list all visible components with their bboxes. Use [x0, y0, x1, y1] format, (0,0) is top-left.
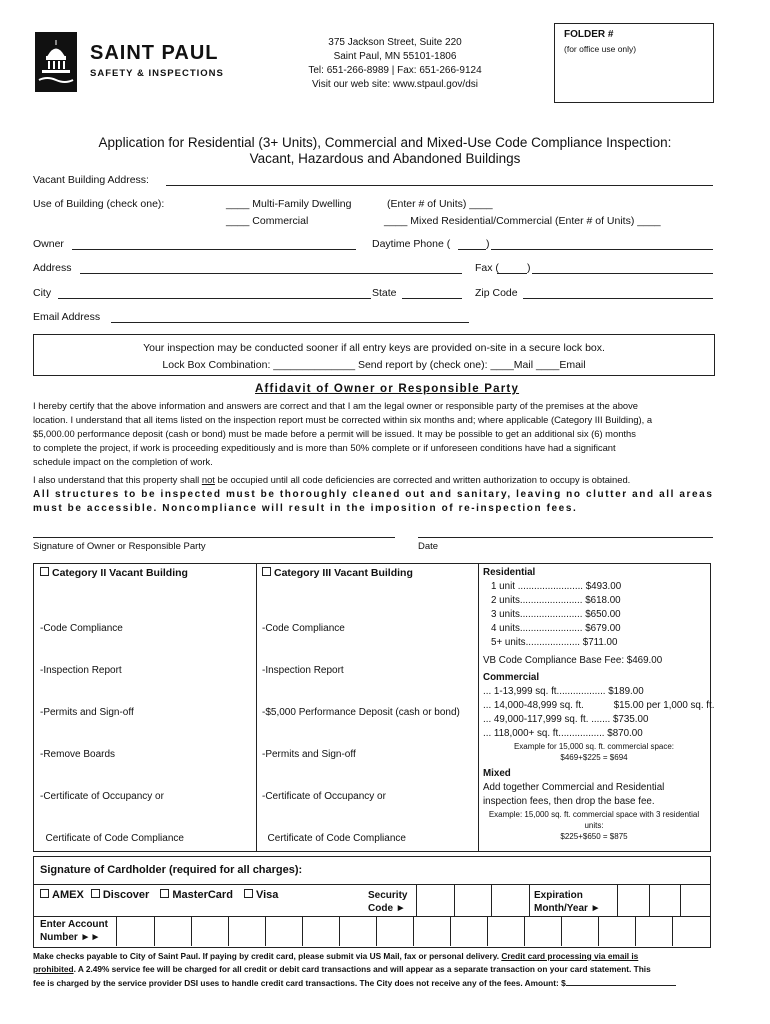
- mixed-title: Mixed: [483, 768, 511, 779]
- account-line-1: Enter Account: [40, 919, 108, 930]
- mixed-example: [483, 809, 705, 842]
- title-line-1: Application for Residential (3+ Units), Commercial and Mixed-Use Code Compliance Inspection:: [98, 135, 672, 150]
- account-number-cells[interactable]: [116, 917, 712, 946]
- category-2-list: [40, 594, 184, 860]
- website-line: Visit our web site: www.stpaul.gov/dsi: [311, 79, 478, 90]
- cat2-item: -Inspection Report: [40, 665, 122, 676]
- date-label: Date: [418, 541, 439, 552]
- phone-field[interactable]: [491, 249, 713, 250]
- vacant-address-field[interactable]: [166, 185, 713, 186]
- affidavit-p1-line: location. I understand that all items listed on the inspection report must be corrected within six months and; where applicable (Category III Building), a: [33, 414, 653, 425]
- amex-checkbox[interactable]: [40, 889, 84, 901]
- category-2-title: Category II Vacant Building: [52, 567, 188, 579]
- checkbox-icon[interactable]: [160, 889, 169, 898]
- security-line-2: Code ►: [368, 903, 406, 914]
- city-field[interactable]: [58, 298, 371, 299]
- mastercard-checkbox[interactable]: [160, 889, 233, 901]
- expiration-cells[interactable]: [617, 885, 712, 916]
- mixed-option[interactable]: ____ Mixed Residential/Commercial (Enter # of Units) ____: [384, 215, 661, 227]
- daytime-phone-label: Daytime Phone (: [372, 238, 451, 250]
- residential-fee: 1 unit ........................ $493.00: [491, 581, 622, 592]
- phone-area-field[interactable]: [458, 249, 486, 250]
- mastercard-label: MasterCard: [172, 889, 233, 901]
- city-label: City: [33, 287, 52, 299]
- footer-2u: prohibited: [33, 964, 74, 974]
- cat3-item: Certificate of Code Compliance: [262, 833, 406, 844]
- residential-fee: 3 units....................... $650.00: [491, 609, 621, 620]
- owner-signature-field[interactable]: [33, 537, 395, 538]
- mixed-line-1: Add together Commercial and Residential: [483, 782, 665, 793]
- email-field[interactable]: [111, 322, 469, 323]
- address-label: Address: [33, 262, 72, 274]
- title-line-2: Vacant, Hazardous and Abandoned Buildings: [249, 151, 521, 166]
- lockbox-notice: [33, 334, 715, 376]
- mixed-example-1: Example: 15,000 sq. ft. commercial space with 3 residential: [488, 810, 700, 819]
- use-of-building-label: Use of Building (check one):: [33, 198, 165, 210]
- p2-not: not: [201, 474, 215, 485]
- footer-line-3: [33, 976, 723, 990]
- org-name: SAINT PAUL: [90, 42, 219, 64]
- signature-label: Signature of Owner or Responsible Party: [33, 541, 206, 552]
- zip-label: Zip Code: [475, 287, 518, 299]
- checkbox-icon[interactable]: [40, 889, 49, 898]
- affidavit-p1-line: schedule impact on the completion of work.: [33, 456, 213, 467]
- card-type-options: [40, 889, 278, 901]
- cardholder-signature-label[interactable]: Signature of Cardholder (required for all charges):: [40, 864, 303, 876]
- owner-label: Owner: [33, 238, 64, 250]
- state-label: State: [372, 287, 397, 299]
- folder-note: (for office use only): [564, 44, 637, 54]
- amex-label: AMEX: [52, 889, 84, 901]
- affidavit-paragraph-1: [33, 399, 733, 469]
- address-field[interactable]: [80, 273, 462, 274]
- email-label: Email Address: [33, 311, 101, 323]
- mixed-line-2: inspection fees, then drop the base fee.: [483, 796, 655, 807]
- affidavit-p1-line: $5,000.00 performance deposit (cash or bond) must be made before a permit will be issued. It may be possible to get an additional six (6) months: [33, 428, 636, 439]
- category-3-title: Category III Vacant Building: [274, 567, 413, 579]
- capitol-icon: [35, 32, 77, 92]
- affidavit-p1-line: I hereby certify that the above information and answers are correct and that I am the legal owner or responsible party of the premises at the above: [33, 400, 639, 411]
- warning-line-2: must be accessible. Noncompliance will result in the imposition of re-inspection fees.: [33, 503, 578, 514]
- commercial-option[interactable]: ____ Commercial: [226, 215, 309, 227]
- base-fee: VB Code Compliance Base Fee: $469.00: [483, 655, 663, 666]
- notice-line-1: Your inspection may be conducted sooner if all entry keys are provided on-site in a secure lock box.: [143, 342, 605, 354]
- footer-line-2: [33, 963, 723, 976]
- cat2-item: -Code Compliance: [40, 623, 123, 634]
- commercial-fee: ... 14,000-48,999 sq. ft. $15.00 per 1,000 sq. ft.: [483, 700, 715, 711]
- affidavit-heading: Affidavit of Owner or Responsible Party: [255, 383, 520, 395]
- multifamily-option[interactable]: ____ Multi-Family Dwelling: [226, 198, 352, 210]
- commercial-example-1: Example for 15,000 sq. ft. commercial space:: [513, 742, 675, 751]
- affidavit-paragraph-2: [33, 474, 630, 485]
- payment-divider: [33, 884, 711, 885]
- residential-title: Residential: [483, 567, 536, 578]
- expiration-line-1: Expiration: [534, 890, 583, 901]
- folder-box[interactable]: [554, 23, 714, 103]
- mixed-example-2: units:: [584, 821, 604, 830]
- logo: [35, 32, 77, 92]
- p2-a: I also understand that this property shall: [33, 474, 202, 485]
- fax-label: Fax (: [475, 262, 499, 274]
- checkbox-icon[interactable]: [40, 567, 49, 576]
- address-line-2: Saint Paul, MN 55101-1806: [333, 51, 457, 62]
- category-3-list: [262, 594, 460, 860]
- affidavit-p1-line: to complete the project, if work is proceeding expeditiously and is more than 50% complete or if unforeseen conditions have had a significant: [33, 442, 616, 453]
- expiration-line-2: Month/Year ►: [534, 903, 601, 914]
- checkbox-icon[interactable]: [244, 889, 253, 898]
- footer-line-1: [33, 950, 723, 963]
- commercial-example-2: $469+$225 = $694: [560, 753, 628, 762]
- commercial-fee: ... 1-13,999 sq. ft.................. $189.00: [483, 686, 644, 697]
- cat3-item: -Inspection Report: [262, 665, 344, 676]
- commercial-fee: ... 49,000-117,999 sq. ft. ....... $735.00: [483, 714, 649, 725]
- warning-line-1: All structures to be inspected must be thoroughly cleaned out and sanitary, leaving no clutter and all areas: [33, 489, 714, 500]
- discover-checkbox[interactable]: [91, 889, 149, 901]
- commercial-fee: ... 118,000+ sq. ft................. $870.00: [483, 728, 643, 739]
- security-line-1: Security: [368, 890, 408, 901]
- p2-b: be occupied until all code deficiencies are corrected and written authorization to occupy is obtained.: [214, 474, 631, 485]
- vacant-address-label: Vacant Building Address:: [33, 174, 149, 186]
- folder-label: FOLDER #: [564, 29, 614, 40]
- phone-line: Tel: 651-266-8989 | Fax: 651-266-9124: [308, 65, 482, 76]
- visa-checkbox[interactable]: [244, 889, 278, 901]
- account-number-label: [40, 918, 108, 944]
- amount-field[interactable]: [566, 976, 676, 986]
- footer-1u: Credit card processing via email is: [501, 951, 639, 961]
- residential-fee: 2 units....................... $618.00: [491, 595, 621, 606]
- zip-field[interactable]: [523, 298, 713, 299]
- category-3-checkbox[interactable]: [262, 567, 413, 580]
- discover-label: Discover: [102, 889, 150, 901]
- cat3-item: -Permits and Sign-off: [262, 749, 356, 760]
- expiration-label: [534, 889, 601, 915]
- security-code-cells[interactable]: [416, 885, 530, 916]
- affidavit-warning: [33, 488, 714, 516]
- fax-area-field[interactable]: [497, 273, 527, 274]
- cat2-item: -Remove Boards: [40, 749, 116, 760]
- state-field[interactable]: [402, 298, 462, 299]
- org-subtitle: SAFETY & INSPECTIONS: [90, 68, 224, 79]
- footer-3: fee is charged by the service provider DSI uses to handle credit card transactions. The City does not receive any of the fees. Amount: $: [33, 978, 566, 988]
- fax-field[interactable]: [532, 273, 713, 274]
- checkbox-icon[interactable]: [91, 889, 100, 898]
- account-line-2: Number ►►: [40, 932, 101, 943]
- checkbox-icon[interactable]: [262, 567, 271, 576]
- page-title: [20, 135, 750, 167]
- owner-field[interactable]: [72, 249, 356, 250]
- cat2-item: -Permits and Sign-off: [40, 707, 134, 718]
- cat2-item: -Certificate of Occupancy or: [40, 791, 164, 802]
- residential-fee: 5+ units.................... $711.00: [491, 637, 618, 648]
- footer-1a: Make checks payable to City of Saint Paul. If paying by credit card, please submit via US Mail, fax or personal delivery.: [33, 951, 502, 961]
- fax-close: ): [527, 262, 531, 274]
- footer-note: [33, 950, 723, 990]
- address-block: [280, 36, 510, 92]
- notice-line-2[interactable]: Lock Box Combination: ______________ Send report by (check one): ____Mail ____Email: [162, 359, 586, 371]
- category-2-checkbox[interactable]: [40, 567, 188, 580]
- security-code-label: [368, 889, 407, 915]
- cat3-item: -Certificate of Occupancy or: [262, 791, 386, 802]
- visa-label: Visa: [255, 889, 279, 901]
- commercial-example: [483, 741, 705, 763]
- date-field[interactable]: [418, 537, 713, 538]
- cat3-item: -Code Compliance: [262, 623, 345, 634]
- commercial-title: Commercial: [483, 672, 540, 683]
- residential-fee: 4 units....................... $679.00: [491, 623, 621, 634]
- units-field[interactable]: (Enter # of Units) ____: [387, 198, 493, 210]
- phone-close: ): [486, 238, 490, 250]
- footer-2b: . A 2.49% service fee will be charged for all credit or debit card transactions and will appear as a separate transaction on your card statement. This: [73, 964, 651, 974]
- cat2-item: Certificate of Code Compliance: [40, 833, 184, 844]
- mixed-example-3: $225+$650 = $875: [560, 832, 628, 841]
- fee-column: [483, 566, 715, 842]
- cat3-item: -$5,000 Performance Deposit (cash or bond): [262, 707, 460, 718]
- address-line-1: 375 Jackson Street, Suite 220: [328, 37, 462, 48]
